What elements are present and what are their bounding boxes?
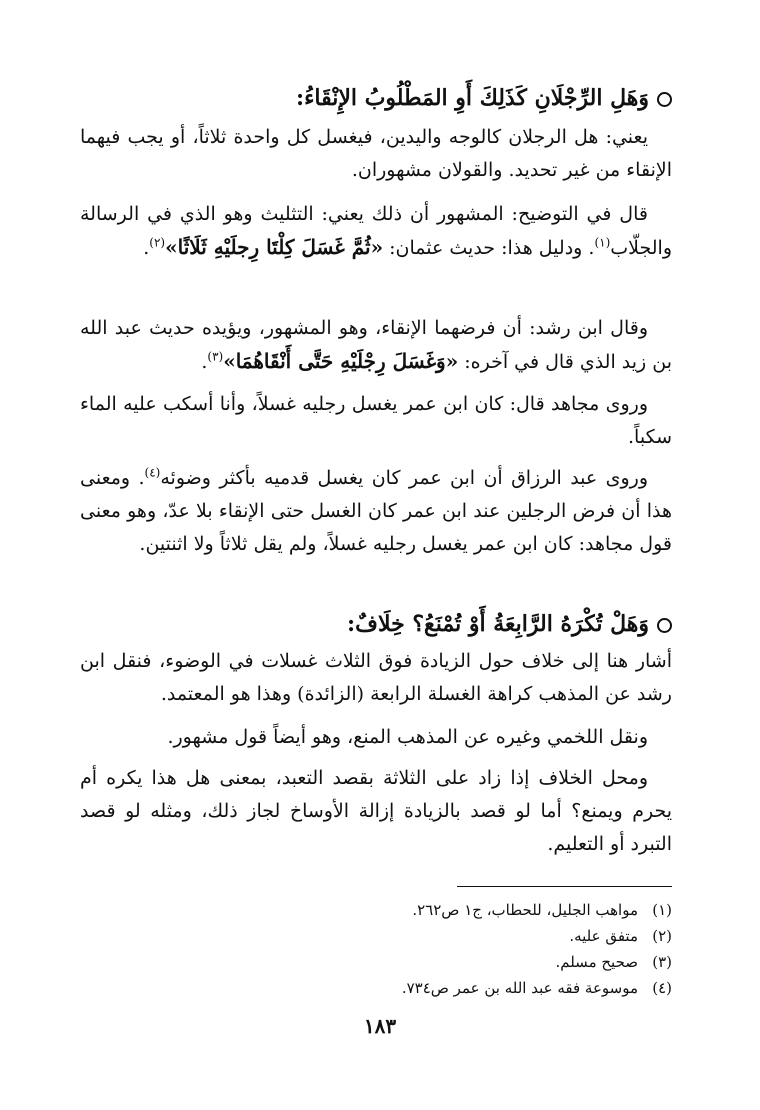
paragraph-feet-explanation: يعني: هل الرجلان كالوجه واليدين، فيغسل كل واحدة ثلاثاً، أو يجب فيهما الإنقاء من غير تحديد. والقولان مشهوران. <box>80 126 672 181</box>
paragraph-disagreement: أشار هنا إلى خلاف حول الزيادة فوق الثلاث غسلات في الوضوء، فنقل ابن رشد عن المذهب كراهة الغسلة الرابعة (الزائدة) وهذا هو المعتمد. <box>80 650 672 705</box>
paragraph-tawdih: قال في التوضيح: المشهور أن ذلك يعني: التثليث وهو الذي في الرسالة والجلّاب$^{(١)}$. ودليل هذا: حديث عثمان: «ثُمَّ غَسَلَ كِلْتَا رِجلَيْهِ ثَلَاثًا»$^{(٢)}$. <box>80 203 672 259</box>
footnote-separator <box>457 886 672 887</box>
footnote-ref-1: (١) <box>594 235 611 250</box>
hadith-abdullah-bin-zayd: «وَغَسَلَ رِجْلَيْهِ حَتَّى أَنْقَاهُمَا» <box>223 349 459 373</box>
footnote-ref-3: (٣) <box>207 349 224 364</box>
footnote-4: (٤)موسوعة فقه عبد الله بن عمر ص٧٣٤. <box>401 979 672 997</box>
footnote-3: (٣)صحيح مسلم. <box>555 953 672 971</box>
paragraph-abdul-razzaq: وروى عبد الرزاق أن ابن عمر كان يغسل قدميه بأكثر وضوئه$^{(٤)}$. ومعنى هذا أن فرض الرجلين عند ابن عمر كان الغسل حتى الإنقاء بلا عدّ، وهو معنى قول مجاهد: كان ابن عمر يغسل رجليه غسلاً، ولم يقل ثلاثاً ولا اثنتين. <box>80 465 672 555</box>
circle-bullet-icon <box>657 92 672 107</box>
paragraph-lakhmi: ونقل اللخمي وغيره عن المذهب المنع، وهو أيضاً قول مشهور. <box>167 726 648 748</box>
footnote-ref-2: (٢) <box>149 235 166 250</box>
paragraph-mujahid: وروى مجاهد قال: كان ابن عمر يغسل رجليه غسلاً، وأنا أسكب عليه الماء سكباً. <box>80 393 672 448</box>
section-heading-fourth-wash: وَهَلْ تُكْرَهُ الرَّابِعَةُ أَوْ تُمْنَعُ؟ خِلَافٌ: <box>80 608 672 641</box>
circle-bullet-icon <box>657 618 672 633</box>
hadith-uthman: «ثُمَّ غَسَلَ كِلْتَا رِجلَيْهِ ثَلَاثًا» <box>165 235 384 259</box>
paragraph-scope-of-disagreement: ومحل الخلاف إذا زاد على الثلاثة بقصد التعبد، بمعنى هل هذا يكره أم يحرم ويمنع؟ أما لو قصد بالزيادة إزالة الأوساخ لجاز ذلك، ومثله لو قصد التبرد أو التعليم. <box>80 767 672 855</box>
paragraph-ibn-rushd: وقال ابن رشد: أن فرضهما الإنقاء، وهو المشهور، ويؤيده حديث عبد الله بن زيد الذي قال في آخره: «وَغَسَلَ رِجْلَيْهِ حَتَّى أَنْقَاهُمَا»$^{(٣)}$. <box>80 317 672 373</box>
page-number: ١٨٣ <box>363 1014 397 1038</box>
section-heading-feet: وَهَلِ الرِّجْلَانِ كَذَلِكَ أَوِ المَطْلُوبُ الإِنْقَاءُ: <box>80 82 672 115</box>
footnote-ref-4: (٤) <box>144 465 161 480</box>
footnote-2: (٢)متفق عليه. <box>569 927 672 945</box>
footnote-1: (١)مواهب الجليل، للحطاب، ج١ ص٢٦٢. <box>412 901 672 919</box>
